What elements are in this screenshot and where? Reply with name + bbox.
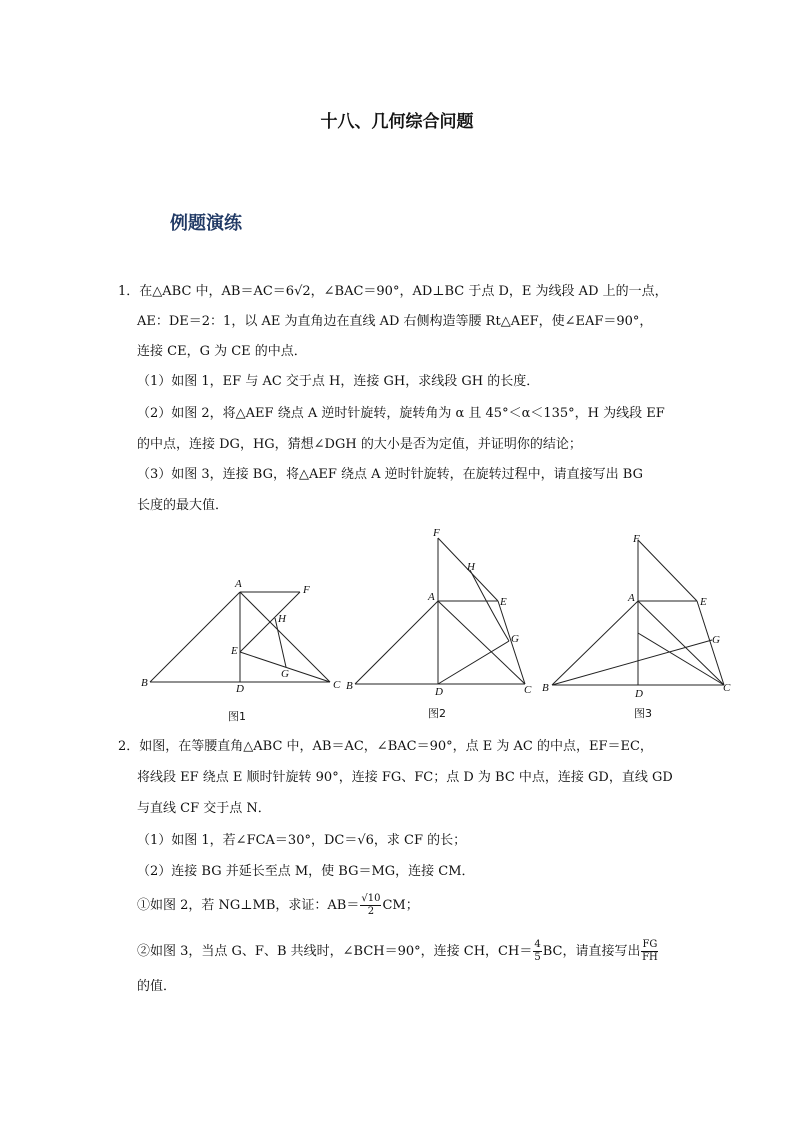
figure-2	[343, 528, 543, 698]
fig2-label-g: G	[511, 633, 519, 645]
fig1-label-b: B	[141, 677, 148, 689]
problem2-line6-text-b: CM；	[382, 898, 419, 913]
fig2-label-a: A	[428, 591, 435, 603]
problem2-line6-text-a: ①如图 2，若 NG⊥MB，求证：AB＝	[137, 898, 360, 913]
problem2-line5: （2）连接 BG 并延长至点 M，使 BG＝MG，连接 CM．	[137, 864, 475, 879]
fig3-label-c: C	[723, 682, 731, 694]
problem1-line3: 连接 CE，G 为 CE 的中点．	[137, 344, 307, 359]
fig3-label-b: B	[542, 682, 549, 694]
fraction-numerator: 4	[534, 939, 541, 950]
fig1-label-g: G	[281, 668, 289, 680]
fig2-caption: 图2	[428, 707, 446, 720]
fig3-line-fe	[638, 540, 697, 601]
fig1-label-f: F	[303, 584, 310, 596]
fraction-denominator: FH	[642, 952, 658, 963]
figure-3	[540, 528, 740, 698]
fig1-label-h: H	[278, 613, 286, 625]
fig3-label-g: G	[712, 634, 720, 646]
fig2-line-ab	[355, 601, 438, 684]
fig3-label-d: D	[635, 688, 643, 698]
fig2-label-e: E	[500, 596, 507, 608]
problem2-line4: （1）如图 1，若∠FCA＝30°，DC＝√6，求 CF 的长；	[137, 833, 467, 848]
fig1-label-c: C	[333, 679, 341, 691]
problem1-line4: （1）如图 1，EF 与 AC 交于点 H，连接 GH，求线段 GH 的长度．	[137, 374, 540, 389]
problem1-line6: 的中点，连接 DG，HG，猜想∠DGH 的大小是否为定值，并证明你的结论；	[137, 437, 582, 452]
figure-1	[138, 578, 348, 696]
fig2-label-f: F	[433, 528, 440, 539]
problem2-line3: 与直线 CF 交于点 N．	[137, 801, 271, 816]
problem2-line2: 将线段 EF 绕点 E 顺时针旋转 90°，连接 FG、FC；点 D 为 BC 中点，连接 GD，直线 GD	[137, 770, 673, 785]
problem2-line7-text-a: ②如图 3，当点 G、F、B 共线时，∠BCH＝90°，连接 CH，CH＝	[137, 944, 533, 959]
problem1-line1: 1．在△ABC 中，AB＝AC＝6√2，∠BAC＝90°，AD⊥BC 于点 D，E 为线段 AD 上的一点，	[118, 284, 668, 299]
fig2-label-d: D	[435, 686, 443, 698]
fraction-denominator: 2	[367, 906, 375, 917]
fraction-fg-over-fh	[641, 939, 658, 964]
fig2-label-c: C	[524, 684, 532, 696]
fig2-line-dg	[438, 641, 509, 684]
fig2-label-b: B	[346, 680, 353, 692]
problem2-line1: 2．如图，在等腰直角△ABC 中，AB＝AC，∠BAC＝90°，点 E 为 AC 的中点，EF＝EC，	[118, 739, 653, 754]
problem1-line2: AE：DE＝2：1，以 AE 为直角边在直线 AD 右侧构造等腰 Rt△AEF，使∠EAF＝90°，	[137, 314, 653, 329]
fraction-4-over-5	[533, 939, 541, 964]
problem2-line6	[137, 893, 419, 918]
problem2-line7	[137, 939, 659, 964]
fig3-label-e: E	[700, 596, 707, 608]
problem2-line7-text-b: BC，请直接写出	[542, 944, 641, 959]
fraction-denominator: 5	[534, 952, 541, 963]
fig1-caption: 图1	[228, 710, 246, 723]
fig1-line-ab	[150, 592, 240, 682]
fraction-sqrt10-over-2	[360, 893, 381, 918]
problem1-line7: （3）如图 3，连接 BG，将△AEF 绕点 A 逆时针旋转，在旋转过程中，请直接写出 BG	[137, 467, 643, 482]
fig1-line-gh	[275, 618, 286, 667]
page-title: 十八、几何综合问题	[320, 112, 474, 132]
fig3-caption: 图3	[634, 707, 652, 720]
fig3-line-bg	[552, 640, 712, 685]
problem1-line5: （2）如图 2，将△AEF 绕点 A 逆时针旋转，旋转角为 α 且 45°＜α＜135°，H 为线段 EF	[137, 406, 665, 421]
section-heading: 例题演练	[170, 213, 242, 234]
fig2-label-h: H	[467, 561, 475, 573]
fig1-label-a: A	[235, 578, 242, 590]
fig3-label-f: F	[633, 533, 640, 545]
fig3-label-a: A	[628, 592, 635, 604]
fig1-label-e: E	[231, 645, 238, 657]
fig1-label-d: D	[236, 683, 244, 695]
fraction-numerator: √10	[361, 893, 381, 904]
problem2-line8: 的值．	[137, 979, 177, 994]
problem1-line8: 长度的最大值．	[137, 498, 229, 513]
fraction-numerator: FG	[642, 939, 658, 950]
